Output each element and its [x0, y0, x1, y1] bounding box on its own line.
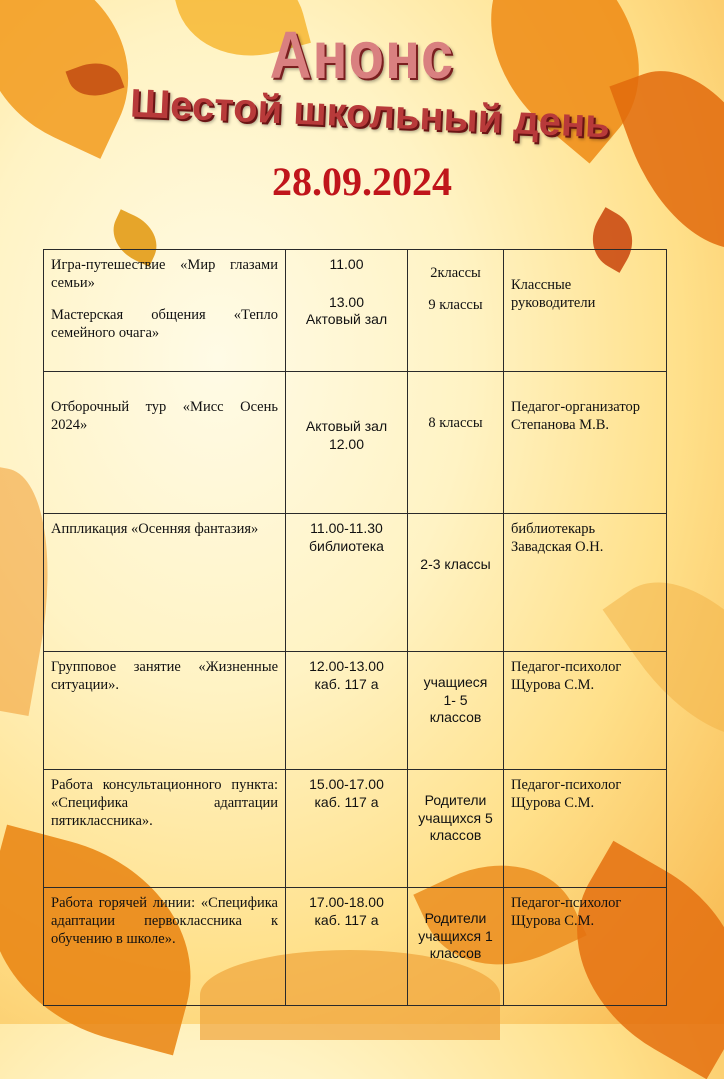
event-name: Отборочный тур «Мисс Осень 2024» — [51, 399, 278, 434]
event-name: Игра-путешествие «Мир глазами семьи» — [51, 257, 278, 292]
time-value: 12.00 — [328, 435, 365, 452]
classes-value: учащиеся 1- 5 классов — [423, 674, 488, 725]
time-value: 11.00 — [329, 256, 364, 272]
responsible-cell — [504, 770, 667, 888]
schedule-table — [43, 249, 667, 1006]
classes-value: Родители учащихся 5 классов — [418, 792, 493, 843]
responsible-value: Классные руководители — [511, 277, 596, 312]
classes-value: 2классы — [430, 265, 481, 281]
responsible-cell — [504, 372, 667, 514]
time-value: 12.00-13.00 — [309, 658, 384, 674]
classes-value: 8 классы — [428, 415, 483, 431]
event-name: Мастерская общения «Тепло семейного очага» — [51, 307, 278, 342]
time-cell — [286, 372, 408, 514]
event-name: Аппликация «Осенняя фантазия» — [51, 521, 259, 537]
event-cell — [44, 514, 286, 652]
responsible-role: Педагог-психолог — [511, 895, 622, 911]
responsible-cell — [504, 250, 667, 372]
place-value: Актовый зал — [305, 418, 388, 434]
event-cell — [44, 888, 286, 1006]
classes-cell — [408, 250, 504, 372]
time-cell — [286, 652, 408, 770]
table-row — [44, 770, 667, 888]
responsible-person: Степанова М.В. — [511, 417, 609, 434]
place-value: библиотека — [309, 537, 384, 554]
classes-value: 2-3 классы — [420, 556, 491, 572]
classes-value: Родители учащихся 1 классов — [418, 910, 493, 961]
responsible-role: Педагог-психолог — [511, 777, 622, 793]
event-cell — [44, 372, 286, 514]
responsible-role: Педагог-психолог — [511, 659, 622, 675]
classes-cell — [408, 770, 504, 888]
responsible-person: Щурова С.М. — [511, 677, 595, 694]
time-cell — [286, 514, 408, 652]
event-date: 28.09.2024 — [272, 159, 452, 204]
time-value: 13.00 — [328, 293, 365, 310]
table-row — [44, 888, 667, 1006]
event-name: Работа горячей линии: «Специфика адаптации первоклассника к обучению в школе». — [51, 895, 278, 948]
event-cell — [44, 652, 286, 770]
responsible-person: Щурова С.М. — [511, 913, 595, 930]
page-title: Шестой школьный день — [129, 81, 611, 147]
responsible-person: Щурова С.М. — [511, 795, 595, 812]
time-cell — [286, 250, 408, 372]
time-cell — [286, 770, 408, 888]
event-name: Групповое занятие «Жизненные ситуации». — [51, 659, 278, 694]
classes-value: 9 классы — [428, 297, 483, 314]
responsible-person: Завадская О.Н. — [511, 539, 604, 556]
table-row — [44, 652, 667, 770]
announce-heading: Анонс — [269, 18, 455, 93]
responsible-cell — [504, 514, 667, 652]
responsible-cell — [504, 888, 667, 1006]
classes-cell — [408, 372, 504, 514]
table-row — [44, 372, 667, 514]
responsible-cell — [504, 652, 667, 770]
event-cell — [44, 250, 286, 372]
time-value: 17.00-18.00 — [309, 894, 384, 910]
time-value: 11.00-11.30 — [310, 520, 383, 536]
event-cell — [44, 770, 286, 888]
place-value: каб. 117 а — [314, 911, 379, 928]
place-value: каб. 117 а — [314, 675, 379, 692]
place-value: каб. 117 а — [314, 793, 379, 810]
classes-cell — [408, 652, 504, 770]
place-value: Актовый зал — [305, 311, 388, 327]
responsible-role: Педагог-организатор — [511, 399, 640, 415]
event-name: Работа консультационного пункта: «Специфика адаптации пятиклассника». — [51, 777, 278, 830]
time-value: 15.00-17.00 — [309, 776, 384, 792]
time-cell — [286, 888, 408, 1006]
classes-cell — [408, 514, 504, 652]
classes-cell — [408, 888, 504, 1006]
responsible-role: библиотекарь — [511, 521, 596, 537]
table-row — [44, 250, 667, 372]
table-row — [44, 514, 667, 652]
